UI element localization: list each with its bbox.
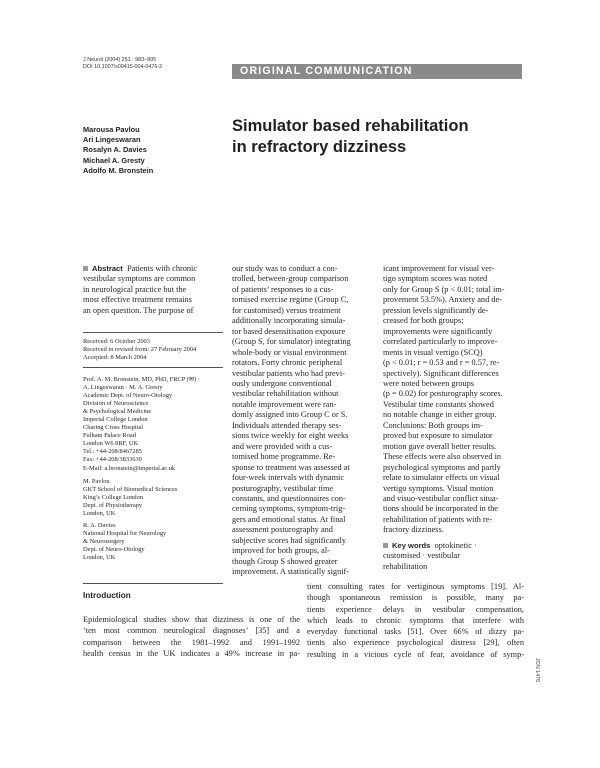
affiliation-line: London W6 8RF, UK — [83, 440, 139, 448]
abstract-line: improvement. A statistically signif- — [232, 567, 350, 577]
introduction-rule — [83, 583, 223, 584]
body-line: everyday functional tasks [51]. Over 66% of dizzy pa- — [307, 627, 524, 637]
abstract-line: (p = 0.02) for posturography scores. — [383, 389, 503, 399]
abstract-line: Conclusions: Both groups im- — [383, 420, 483, 430]
abstract-line: ously undergone conventional — [232, 378, 332, 388]
keywords-block — [383, 541, 477, 572]
affiliation-line: Academic Dept. of Neuro-Otology — [83, 392, 173, 400]
abstract-line: These effects were also observed in — [383, 452, 502, 462]
divider — [83, 332, 223, 333]
abstract-line: ments in visual vertigo (SCQ) — [383, 347, 483, 357]
abstract-label: Abstract — [92, 264, 123, 273]
affiliation-line: Dept. of Neuro-Otology — [83, 546, 145, 554]
section-label: ORIGINAL COMMUNICATION — [240, 65, 413, 77]
body-line: which leads to chronic symptoms that interfere with — [307, 615, 524, 625]
section-banner — [232, 64, 522, 79]
abstract-line: provement 53.5%). Anxiety and de- — [383, 295, 502, 305]
article-title — [232, 116, 469, 158]
abstract-line: subjective scores had significantly — [232, 535, 347, 545]
introduction-right-col — [307, 581, 524, 660]
abstract-line: no notable change in either group. — [383, 410, 497, 420]
body-line: though spontaneous remission is possible, many pa- — [307, 593, 524, 603]
abstract-line: (p < 0.01; r = 0.53 and r = 0.57, re- — [383, 358, 500, 368]
author-list — [83, 125, 153, 176]
affiliation-line: London, UK — [83, 510, 116, 518]
affiliation-line: & Psychological Medicine — [83, 408, 152, 416]
abstract-line: whole-body or visual environment — [232, 347, 347, 357]
affiliation-block-1 — [83, 376, 200, 473]
abstract-line: vertigo symptoms. Visual motion — [383, 483, 494, 493]
abstract-line: only for Group S (p < 0.01; total im- — [383, 284, 505, 294]
abstract-line: improved for both groups, al- — [232, 546, 330, 556]
doi: DOI 10.1007/s00415-004-0476-2 — [83, 64, 163, 71]
affiliation-line: Charing Cross Hospital — [83, 424, 143, 432]
abstract-line: for customised) versus treatment — [232, 305, 341, 315]
abstract-line: most effective treatment remains — [83, 295, 192, 305]
abstract-line: additionally incorporating simula- — [232, 316, 346, 326]
affiliation-line: R. A. Davies — [83, 522, 116, 529]
abstract-line: were noted between groups — [383, 378, 475, 388]
journal-citation: J Neurol (2004) 251 : 983–995 — [83, 57, 157, 63]
abstract-line: (Group S, for simulator) integrating — [232, 337, 351, 347]
affiliation-line: Imperial College London — [83, 416, 148, 424]
affiliation-line: & Neurosurgery — [83, 538, 125, 546]
abstract-line: correlated particularly to improve- — [383, 337, 498, 347]
affiliation-line: Fax: +44-208/3833630 — [83, 456, 142, 464]
abstract-line: Patients with chronic — [126, 264, 198, 273]
abstract-line: proved but exposure to simulator — [383, 431, 493, 441]
author: Marousa Pavlou — [83, 125, 140, 134]
abstract-line: spectively). Significant differences — [383, 368, 499, 378]
abstract-line: icant improvement for visual ver- — [383, 264, 495, 273]
affiliation-line: A. Lingeswaran · M. A. Gresty — [83, 384, 163, 392]
abstract-line: and were provided with a cus- — [232, 441, 333, 451]
title-line: Simulator based rehabilitation — [232, 117, 469, 135]
abstract-line: creased for both groups; — [383, 316, 464, 326]
abstract-line: vestibular symptoms are common — [83, 274, 196, 284]
received-dates — [83, 338, 196, 362]
abstract-line: notable improvement were ran- — [232, 399, 337, 409]
affiliation-line: Division of Neuroscience — [83, 400, 149, 408]
abstract-col-1 — [83, 264, 197, 316]
abstract-line: fractory dizziness. — [383, 525, 444, 535]
introduction-left-col — [83, 614, 300, 659]
affiliation-line: Dept. of Physiotherapy — [83, 502, 143, 510]
abstract-line: constants, and questionnaires con- — [232, 493, 346, 503]
abstract-line: assessment posturography and — [232, 525, 333, 535]
abstract-line: tor based desensitisation exposure — [232, 326, 346, 336]
abstract-line: tions should be incorporated in the — [383, 504, 498, 514]
abstract-marker-icon — [83, 266, 88, 271]
affiliation-line: GKT School of Biomedical Sciences — [83, 486, 178, 494]
abstract-line: posturography, vestibular time — [232, 483, 334, 493]
affiliation-block-3 — [83, 522, 166, 562]
abstract-line: our study was to conduct a con- — [232, 264, 338, 273]
date-line: Received: 6 October 2003 — [83, 338, 150, 345]
affiliation-line: Prof. A. M. Bronstein, MD, PhD, FRCP (✉) · — [83, 376, 200, 383]
body-line: Epidemiological studies show that dizziness is one of the — [83, 615, 300, 624]
keywords-label: Key words — [392, 541, 431, 550]
abstract-line: an open question. The purpose of — [83, 305, 194, 315]
author: Rosalyn A. Davies — [83, 145, 147, 155]
abstract-line: motion gave overall better results. — [383, 441, 497, 451]
abstract-line: vestibular patients who had previ- — [232, 368, 345, 378]
abstract-col-3 — [383, 264, 505, 536]
introduction-heading: Introduction — [83, 591, 131, 600]
abstract-line: Vestibular time constants showed — [383, 399, 494, 409]
abstract-line: Individuals attended therapy ses- — [232, 420, 342, 430]
body-line: ‘ten most common neurological diagnoses’ [35] and a — [83, 626, 300, 636]
abstract-line: domly assigned into Group C or S. — [232, 410, 348, 420]
abstract-col-2 — [232, 264, 351, 578]
body-line: tients experience delays in vestibular compensation, — [307, 604, 524, 614]
abstract-line: rotators. Forty chronic peripheral — [232, 358, 343, 368]
body-line: tients also experience psychological distress [29], often — [307, 638, 524, 648]
affiliation-line: Fulham Palace Road — [83, 432, 136, 440]
affiliation-line: King’s College London — [83, 494, 143, 502]
abstract-line: vestibular rehabilitation without — [232, 389, 339, 399]
abstract-line: sions twice weekly for eight weeks — [232, 431, 349, 441]
abstract-line: trolled, between-group comparison — [232, 274, 349, 284]
date-line: Received in revised form: 27 February 2004 — [83, 346, 197, 354]
abstract-line: and visuo-vestibular conflict situa- — [383, 493, 499, 503]
affiliation-line: Tel.: +44-208/8467285 — [83, 448, 142, 456]
side-code-text: JON 1476 — [534, 657, 541, 683]
abstract-line: gers and emotional status. At final — [232, 514, 346, 524]
affiliation-line: National Hospital for Neurology — [83, 530, 167, 538]
affiliation-block-2 — [83, 478, 177, 518]
affiliation-line: M. Pavlou — [83, 478, 110, 485]
title-line: in refractory dizziness — [232, 138, 407, 156]
date-line: Accepted: 8 March 2004 — [83, 354, 147, 362]
author: Adolfo M. Bronstein — [83, 165, 154, 175]
abstract-line: sponse to treatment was assessed at — [232, 462, 350, 472]
abstract-line: relate to simulator effects on visual — [383, 473, 500, 483]
abstract-line: rehabilitation of patients with re- — [383, 514, 493, 524]
body-line: comparison between the 1981–1992 and 1991–1992 — [83, 637, 300, 647]
body-line: resulting in a vicious cycle of fear, avoidance of symp- — [307, 649, 524, 659]
abstract-line: cerning symptoms, symptom-trig- — [232, 504, 346, 514]
abstract-line: in neurological practice but the — [83, 284, 187, 294]
side-code — [534, 643, 557, 703]
affiliation-line: E-Mail: a.bronstein@imperial.ac.uk — [83, 464, 176, 472]
abstract-line: four-week intervals with dynamic — [232, 473, 345, 483]
author: Michael A. Gresty — [83, 155, 145, 165]
abstract-line: tomised exercise regime (Group C, — [232, 295, 349, 305]
journal-citation-block — [83, 57, 162, 71]
abstract-line: tomised home programme. Re- — [232, 452, 336, 462]
divider — [83, 367, 223, 368]
body-line: health census in the UK indicates a 49% increase in pa- — [83, 648, 300, 658]
abstract-line: pression levels significantly de- — [383, 305, 489, 315]
abstract-line: improvements were significantly — [383, 326, 493, 336]
keywords-marker-icon — [383, 543, 388, 548]
keyword-line: rehabilitation — [383, 561, 428, 571]
affiliation-line: London, UK — [83, 554, 116, 562]
body-line: tient consulting rates for vertiginous symptoms [19]. Al- — [307, 582, 524, 591]
abstract-line: psychological symptoms and partly — [383, 462, 501, 472]
abstract-line: tigo symptom scores was noted — [383, 274, 488, 284]
abstract-line: though Group S showed greater — [232, 556, 338, 566]
abstract-line: of patients’ responses to a cus- — [232, 284, 334, 294]
keyword-line: customised · vestibular — [383, 551, 460, 561]
keyword-line: optokinetic · — [434, 541, 477, 550]
author: Ari Lingeswaran — [83, 135, 141, 145]
